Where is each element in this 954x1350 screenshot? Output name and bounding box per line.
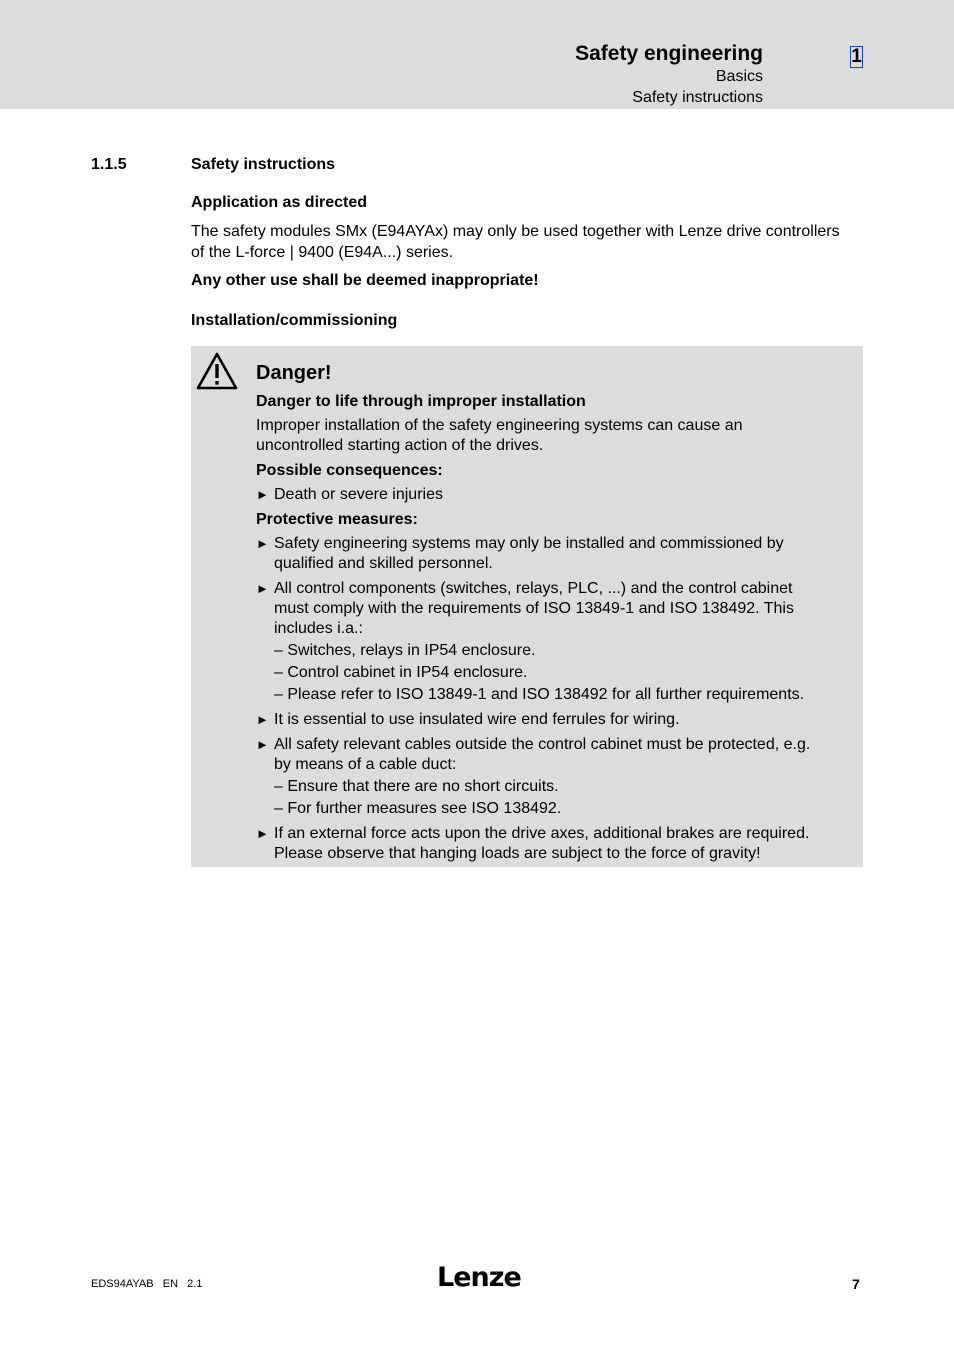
measure-text-line: Safety engineering systems may only be installed and commissioned by: [274, 535, 784, 552]
measure-subitem: – Please refer to ISO 13849-1 and ISO 138492 for all further requirements.: [274, 686, 805, 703]
warning-triangle-icon: [196, 352, 238, 390]
danger-intro-line: uncontrolled starting action of the drives.: [256, 437, 544, 454]
section-number: 1.1.5: [91, 156, 127, 173]
header-title: Safety engineering: [575, 42, 763, 65]
measure-text-line: All control components (switches, relays, PLC, ...) and the control cabinet: [274, 580, 793, 597]
danger-subtitle: Danger to life through improper installation: [256, 393, 586, 410]
measures-label: Protective measures:: [256, 511, 418, 528]
measure-text: [274, 579, 864, 639]
measure-subitem: – Ensure that there are no short circuits.: [274, 778, 559, 795]
bullet-arrow-icon: ►: [256, 826, 269, 841]
consequence-text: Death or severe injuries: [274, 486, 443, 503]
measure-text: [274, 534, 864, 574]
chapter-link[interactable]: 1: [851, 46, 862, 67]
measure-text-line: must comply with the requirements of ISO 13849-1 and ISO 138492. This: [274, 600, 794, 617]
application-text-line: of the L-force | 9400 (E94A...) series.: [191, 244, 454, 261]
measure-text-line: If an external force acts upon the drive axes, additional brakes are required.: [274, 825, 810, 842]
danger-notice-box: [191, 346, 863, 867]
measure-text: [274, 824, 864, 864]
bullet-arrow-icon: ►: [256, 536, 269, 551]
lenze-logo: Lenze: [437, 1262, 521, 1293]
bullet-arrow-icon: ►: [256, 581, 269, 596]
header-subtitle-safety-instructions: Safety instructions: [632, 89, 763, 106]
section-title: Safety instructions: [191, 156, 336, 173]
application-text-line: The safety modules SMx (E94AYAx) may only be used together with Lenze drive controllers: [191, 223, 840, 240]
application-heading: Application as directed: [191, 194, 368, 211]
installation-heading: Installation/commissioning: [191, 312, 398, 329]
inappropriate-use-warning: Any other use shall be deemed inappropriate!: [191, 272, 539, 289]
danger-title: Danger!: [256, 362, 332, 384]
measure-text: It is essential to use insulated wire end ferrules for wiring.: [274, 711, 680, 728]
measure-text-line: includes i.a.:: [274, 620, 363, 637]
bullet-arrow-icon: ►: [256, 712, 269, 727]
danger-intro-line: Improper installation of the safety engineering systems can cause an: [256, 417, 743, 434]
measure-text-line: by means of a cable duct:: [274, 756, 457, 773]
page-header: [0, 0, 954, 109]
measure-text-line: Please observe that hanging loads are subject to the force of gravity!: [274, 845, 761, 862]
measure-text-line: All safety relevant cables outside the control cabinet must be protected, e.g.: [274, 736, 811, 753]
application-text: [191, 221, 863, 263]
header-subtitle-basics: Basics: [715, 68, 763, 85]
measure-subitem: – For further measures see ISO 138492.: [274, 800, 562, 817]
document-id: EDS94AYAB EN 2.1: [91, 1278, 203, 1290]
measure-subitem: – Control cabinet in IP54 enclosure.: [274, 664, 528, 681]
bullet-arrow-icon: ►: [256, 487, 269, 502]
measure-text-line: qualified and skilled personnel.: [274, 555, 493, 572]
bullet-arrow-icon: ►: [256, 737, 269, 752]
measure-text: [274, 735, 864, 775]
measure-subitem: – Switches, relays in IP54 enclosure.: [274, 642, 536, 659]
consequences-label: Possible consequences:: [256, 462, 443, 479]
page-number: 7: [852, 1276, 860, 1292]
